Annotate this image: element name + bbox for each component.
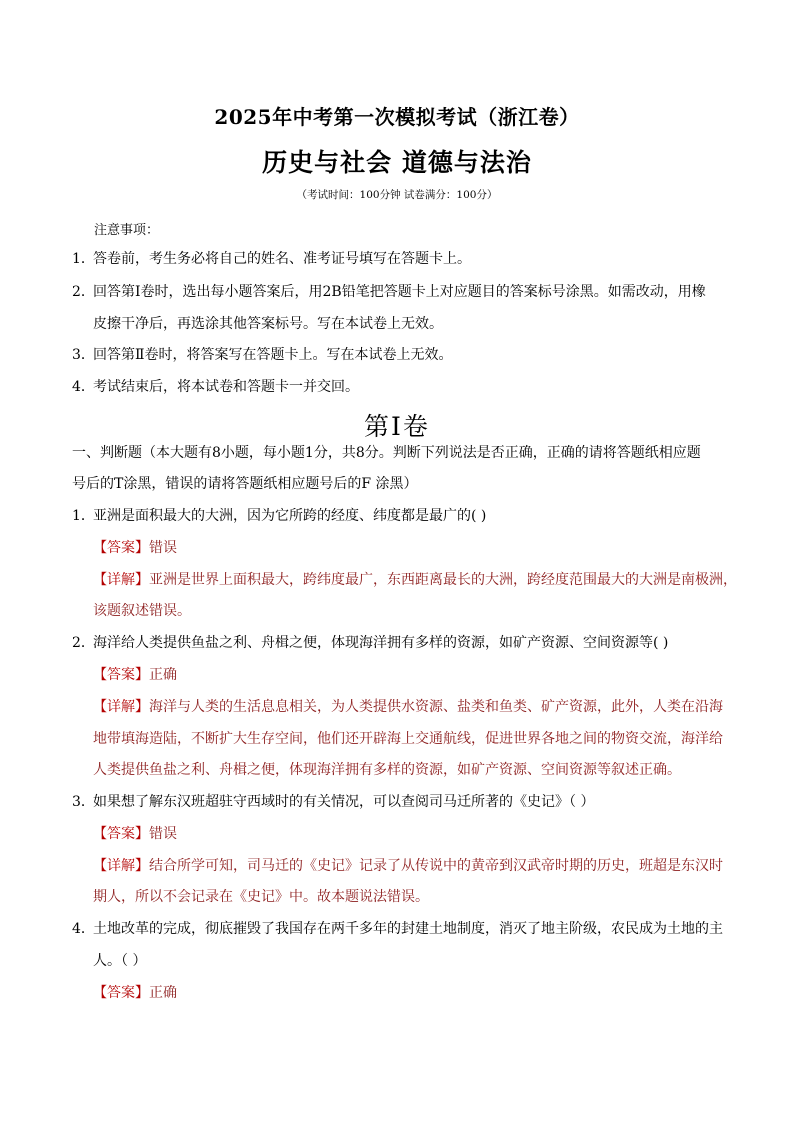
detail-line [93,856,723,876]
question-text: 亚洲是面积最大的大洲，因为它所跨的经度、纬度都是最广的( ) [93,508,487,524]
detail-text: 结合所学可知，司马迁的《史记》记录了从传说中的黄帝到汉武帝时期的历史，班超是东汉时 [149,858,723,874]
part-instructions-continuation: 号后的T涂黑，错误的请将答题纸相应题号后的F 涂黑） [72,476,418,492]
answer-value: 正确 [149,667,177,683]
detail-label: 【详解】 [93,699,149,715]
answer-label: 【答案】 [93,985,149,1001]
notice-item: 回答第Ⅰ卷时，选出每小题答案后，用2B铅笔把答题卡上对应题目的答案标号涂黑。如需改动，用橡 [93,284,706,300]
detail-label: 【详解】 [93,572,149,588]
detail-line [93,570,737,590]
answer-line [93,824,177,844]
detail-line [93,697,723,717]
detail-label: 【详解】 [93,858,149,874]
subject-title: 历史与社会 道德与法治 [262,148,532,177]
detail-text: 人类提供鱼盐之利、舟楫之便，体现海洋拥有多样的资源，如矿产资源、空间资源等叙述正确。 [93,762,681,778]
notice-number: 4． [72,379,95,395]
exam-info: （考试时间：100分钟 试卷满分：100分） [296,189,498,201]
notice-heading: 注意事项： [94,223,160,238]
section-title: 第Ⅰ卷 [364,412,430,441]
part-instructions: 一、判断题（本大题有8小题，每小题1分，共8分。判断下列说法是否正确，正确的请将答题纸相应题 [72,445,701,461]
question-text-continuation: 人。（ ） [93,953,147,969]
notice-item: 回答第Ⅱ卷时，将答案写在答题卡上。写在本试卷上无效。 [93,347,453,363]
notice-item: 答卷前，考生务必将自己的姓名、准考证号填写在答题卡上。 [93,251,471,267]
exam-title: 2025年中考第一次模拟考试（浙江卷） [214,105,580,129]
question-number: 1． [72,508,95,524]
answer-label: 【答案】 [93,667,149,683]
question-text: 土地改革的完成，彻底摧毁了我国存在两千多年的封建土地制度，消灭了地主阶级，农民成为土地的主 [93,921,723,937]
question-text: 如果想了解东汉班超驻守西域时的有关情况，可以查阅司马迁所著的《史记》（ ） [93,794,595,810]
answer-label: 【答案】 [93,540,149,556]
notice-item-continuation: 皮擦干净后，再选涂其他答案标号。写在本试卷上无效。 [93,316,443,332]
question-text: 海洋给人类提供鱼盐之利、舟楫之便，体现海洋拥有多样的资源，如矿产资源、空间资源等( ) [93,635,669,651]
question-number: 4． [72,921,95,937]
answer-value: 错误 [149,540,177,556]
notice-number: 1． [72,251,95,267]
question-number: 2． [72,635,95,651]
notice-item: 考试结束后，将本试卷和答题卡一并交回。 [93,379,359,395]
detail-text: 期人，所以不会记录在《史记》中。故本题说法错误。 [93,889,429,905]
question-number: 3． [72,794,95,810]
notice-number: 3． [72,347,95,363]
answer-line [93,665,177,685]
answer-value: 错误 [149,826,177,842]
answer-line [93,983,177,1003]
detail-text: 海洋与人类的生活息息相关，为人类提供水资源、盐类和鱼类、矿产资源，此外，人类在沿海 [149,699,723,715]
detail-text: 该题叙述错误。 [93,603,191,619]
detail-text: 亚洲是世界上面积最大，跨纬度最广，东西距离最长的大洲，跨经度范围最大的大洲是南极洲， [149,572,737,588]
answer-label: 【答案】 [93,826,149,842]
detail-text: 地带填海造陆，不断扩大生存空间，他们还开辟海上交通航线，促进世界各地之间的物资交流，海洋给 [93,731,723,747]
notice-number: 2． [72,284,95,300]
answer-line [93,538,177,558]
answer-value: 正确 [149,985,177,1001]
